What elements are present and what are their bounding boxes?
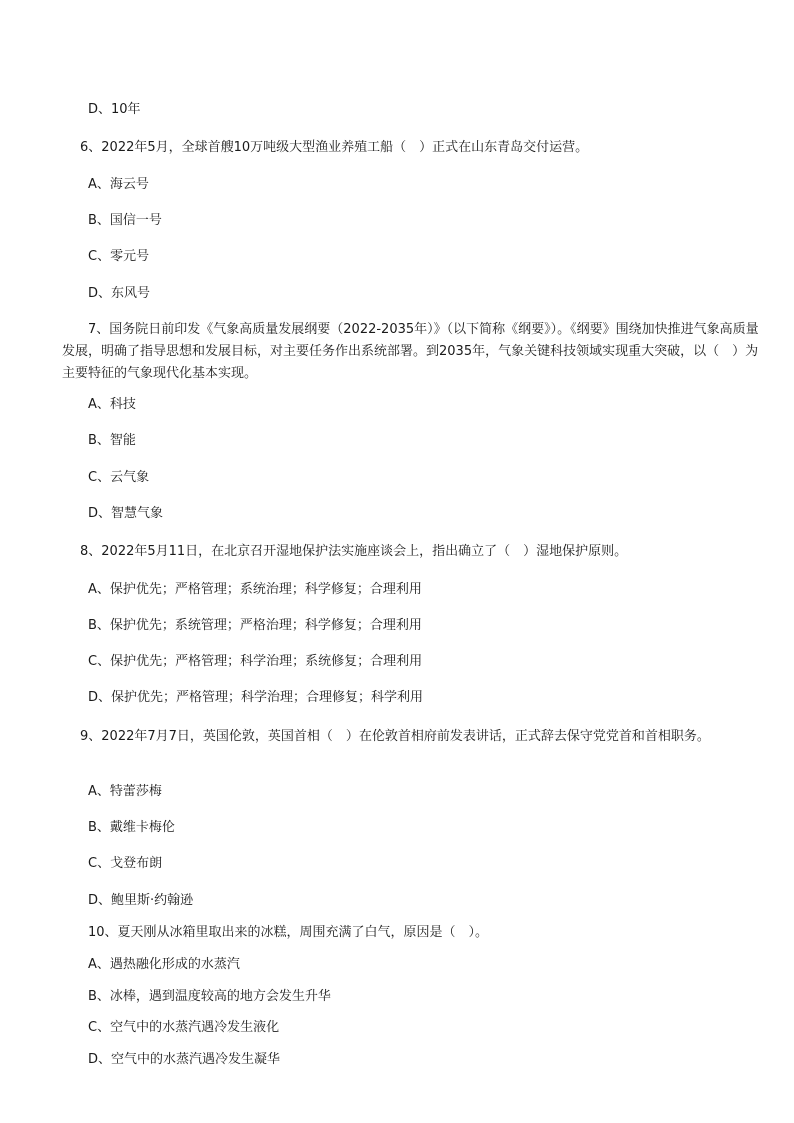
question-8-option-d: D、保护优先；严格管理；科学治理；合理修复；科学利用 (88, 690, 424, 705)
question-10-stem: 10、夏天刚从冰箱里取出来的冰糕，周围充满了白气，原因是（ ）。 (88, 925, 489, 940)
option-d-prev: D、10年 (88, 102, 141, 117)
question-9-option-a: A、特蕾莎梅 (88, 784, 162, 799)
question-10-option-b: B、冰棒，遇到温度较高的地方会发生升华 (88, 989, 331, 1004)
question-10-option-d: D、空气中的水蒸汽遇冷发生凝华 (88, 1052, 281, 1067)
question-8-stem: 8、2022年5月11日，在北京召开湿地保护法实施座谈会上，指出确立了（ ）湿地保护原则。 (80, 544, 628, 559)
question-7-option-c: C、云气象 (88, 470, 150, 485)
question-9-option-c: C、戈登布朗 (88, 856, 163, 871)
question-6-stem: 6、2022年5月，全球首艘10万吨级大型渔业养殖工船（ ）正式在山东青岛交付运营。 (80, 140, 589, 155)
question-6-option-b: B、国信一号 (88, 213, 162, 228)
question-7-stem: 7、国务院日前印发《气象高质量发展纲要（2022-2035年）》（以下简称《纲要》）。《纲要》围绕加快推进气象高质量发展，明确了指导思想和发展目标，对主要任务作出系统部署。到2035年，气象关键科技领域实现重大突破，以（ ）为主要特征的气象现代化基本实现。 (62, 322, 759, 381)
question-8-option-a: A、保护优先；严格管理；系统治理；科学修复；合理利用 (88, 582, 422, 597)
question-10-option-c: C、空气中的水蒸汽遇冷发生液化 (88, 1020, 280, 1035)
question-6-option-c: C、零元号 (88, 249, 150, 264)
question-8-option-c: C、保护优先；严格管理；科学治理；系统修复；合理利用 (88, 654, 423, 669)
question-9-stem: 9、2022年7月7日，英国伦敦，英国首相（ ）在伦敦首相府前发表讲话，正式辞去保守党党首和首相职务。 (80, 729, 710, 744)
question-9-option-d: D、鲍里斯·约翰逊 (88, 893, 194, 908)
question-7-option-b: B、智能 (88, 433, 136, 448)
question-6-option-d: D、东风号 (88, 286, 151, 301)
question-7-option-a: A、科技 (88, 397, 136, 412)
question-8-option-b: B、保护优先；系统管理；严格治理；科学修复；合理利用 (88, 618, 422, 633)
question-10-option-a: A、遇热融化形成的水蒸汽 (88, 957, 240, 972)
question-6-option-a: A、海云号 (88, 177, 149, 192)
question-7-option-d: D、智慧气象 (88, 506, 164, 521)
question-9-option-b: B、戴维卡梅伦 (88, 820, 175, 835)
